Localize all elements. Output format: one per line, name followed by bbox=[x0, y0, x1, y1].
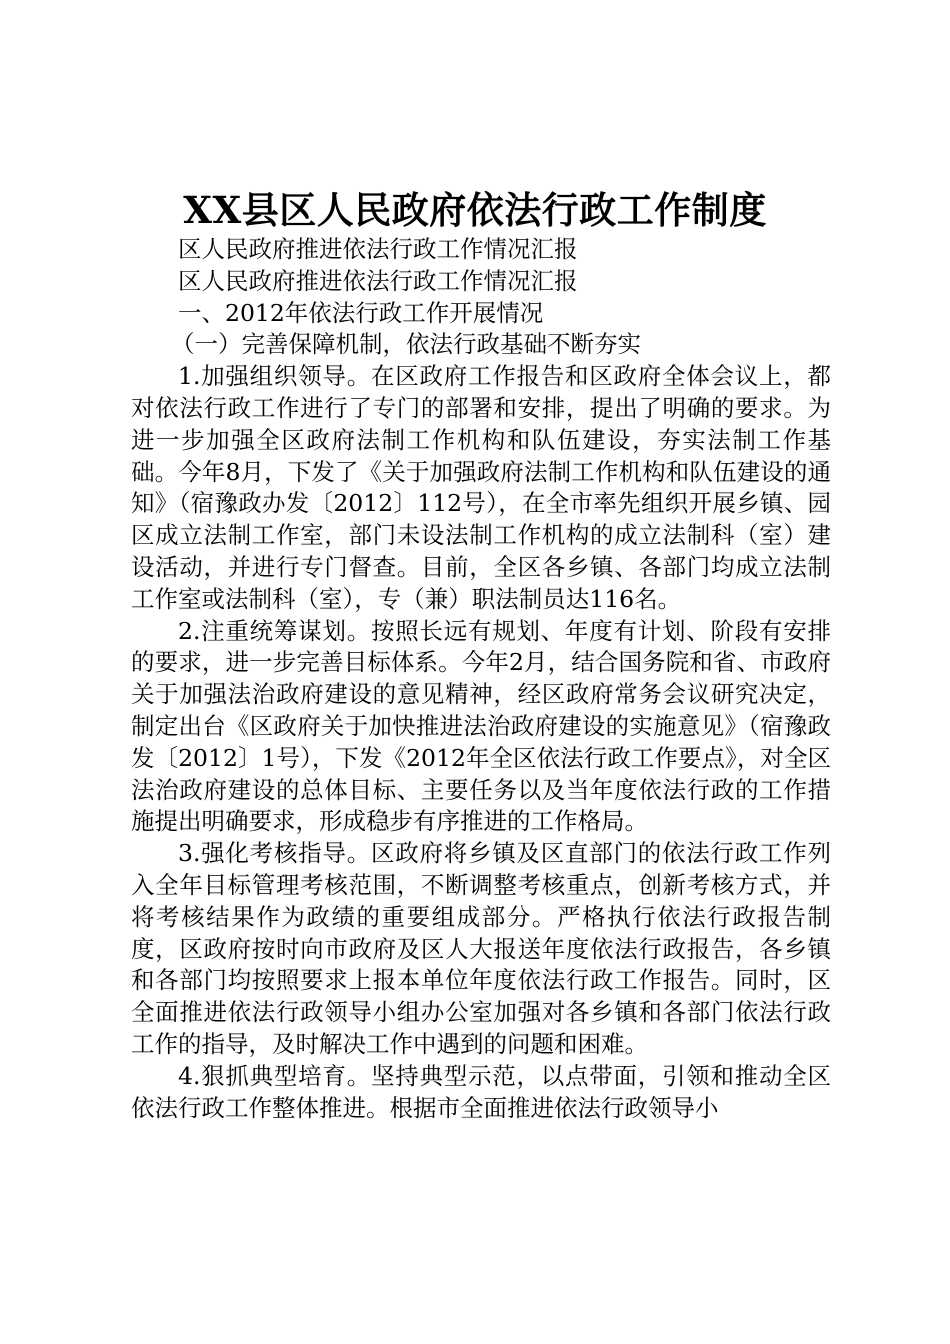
subsection-heading-1: （一）完善保障机制，依法行政基础不断夯实 bbox=[171, 330, 641, 359]
paragraph-item-4: 4.狠抓典型培育。坚持典型示范，以点带面，引领和推动全区依法行政工作整体推进。根据市全面推进依法行政领导小 bbox=[131, 1061, 831, 1122]
document-body bbox=[131, 234, 831, 1124]
paragraph-item-3: 3.强化考核指导。区政府将乡镇及区直部门的依法行政工作列入全年目标管理考核范围，不断调整考核重点，创新考核方式，并将考核结果作为政绩的重要组成部分。严格执行依法行政报告制度，区政府按时向市政府及区人大报送年度依法行政报告，各乡镇和各部门均按照要求上报本单位年度依法行政工作报告。同时，区全面推进依法行政领导小组办公室加强对各乡镇和各部门依法行政工作的指导，及时解决工作中遇到的问题和困难。 bbox=[131, 839, 831, 1058]
paragraph-item-1: 1.加强组织领导。在区政府工作报告和区政府全体会议上，都对依法行政工作进行了专门的部署和安排，提出了明确的要求。为进一步加强全区政府法制工作机构和队伍建设，夯实法制工作基础。今年8月，下发了《关于加强政府法制工作机构和队伍建设的通知》（宿豫政办发〔2012〕112号），在全市率先组织开展乡镇、园区成立法制工作室，部门未设法制工作机构的成立法制科（室）建设活动，并进行专门督查。目前，全区各乡镇、各部门均成立法制工作室或法制科（室），专（兼）职法制员达116名。 bbox=[131, 362, 831, 613]
section-heading-1: 一、2012年依法行政工作开展情况 bbox=[178, 298, 544, 327]
paragraph-item-2: 2.注重统筹谋划。按照长远有规划、年度有计划、阶段有安排的要求，进一步完善目标体系。今年2月，结合国务院和省、市政府关于加强法治政府建设的意见精神，经区政府常务会议研究决定，制定出台《区政府关于加快推进法治政府建设的实施意见》（宿豫政发〔2012〕1号），下发《2012年全区依法行政工作要点》，对全区法治政府建设的总体目标、主要任务以及当年度依法行政的工作措施提出明确要求，形成稳步有序推进的工作格局。 bbox=[131, 616, 831, 836]
paragraph-subtitle-1: 区人民政府推进依法行政工作情况汇报 bbox=[178, 235, 578, 263]
paragraph-subtitle-2: 区人民政府推进依法行政工作情况汇报 bbox=[178, 266, 578, 295]
document-title: XX县区人民政府依法行政工作制度 bbox=[183, 188, 767, 232]
